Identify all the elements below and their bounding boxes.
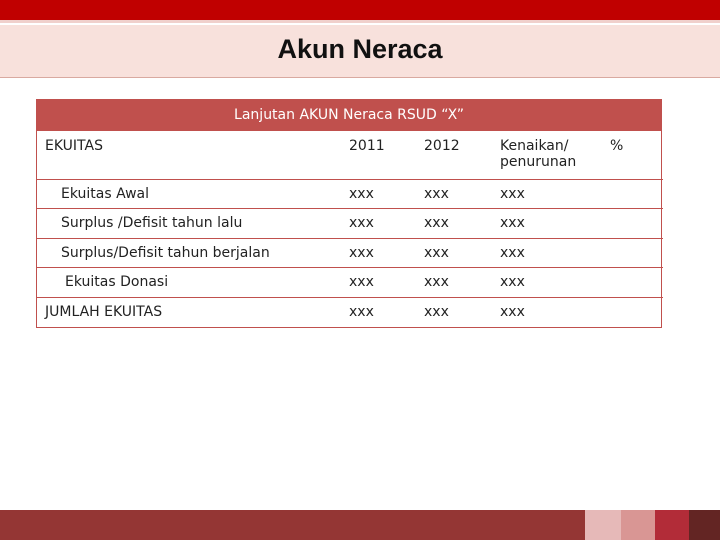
cell-change: xxx (500, 268, 610, 298)
row-label: Ekuitas Donasi (37, 268, 349, 298)
cell-2011: xxx (349, 238, 424, 268)
header-change: Kenaikan/ penurunan (500, 131, 610, 179)
table-header-row (37, 131, 663, 179)
equity-table-grid (37, 131, 663, 327)
row-label: JUMLAH EKUITAS (45, 303, 163, 320)
table-row (37, 238, 663, 268)
equity-table (36, 99, 662, 328)
footer-segment (0, 510, 585, 540)
cell-2012: xxx (424, 179, 500, 209)
cell-percent (610, 268, 663, 298)
cell-2012: xxx (424, 238, 500, 268)
cell-2012: xxx (424, 209, 500, 239)
footer-segment (621, 510, 655, 540)
footer-color-bar (0, 510, 720, 540)
row-label: Surplus /Defisit tahun lalu (37, 209, 349, 239)
cell-2012: xxx (424, 303, 449, 320)
table-total-row (37, 297, 663, 327)
table-row (37, 268, 663, 298)
row-label: Surplus/Defisit tahun berjalan (37, 238, 349, 268)
cell-percent (610, 238, 663, 268)
slide-title: Akun Neraca (277, 34, 443, 64)
cell-change: xxx (500, 238, 610, 268)
cell-2011: xxx (349, 209, 424, 239)
footer-segment (655, 510, 689, 540)
header-percent: % (610, 131, 663, 179)
header-2011: 2011 (349, 131, 424, 179)
cell-change: xxx (500, 303, 525, 320)
cell-2011: xxx (349, 179, 424, 209)
header-ekuitas: EKUITAS (37, 131, 349, 179)
cell-2011: xxx (349, 303, 374, 320)
cell-percent (610, 179, 663, 209)
footer-segment (585, 510, 621, 540)
table-caption: Lanjutan AKUN Neraca RSUD “X” (37, 100, 661, 131)
table-row (37, 179, 663, 209)
cell-percent (610, 209, 663, 239)
table-row (37, 209, 663, 239)
header-2012: 2012 (424, 131, 500, 179)
row-label: Ekuitas Awal (37, 179, 349, 209)
cell-percent (610, 297, 663, 327)
cell-2012: xxx (424, 268, 500, 298)
footer-segment (689, 510, 720, 540)
top-accent-bar (0, 0, 720, 23)
cell-2011: xxx (349, 268, 424, 298)
cell-change: xxx (500, 209, 610, 239)
cell-change: xxx (500, 179, 610, 209)
